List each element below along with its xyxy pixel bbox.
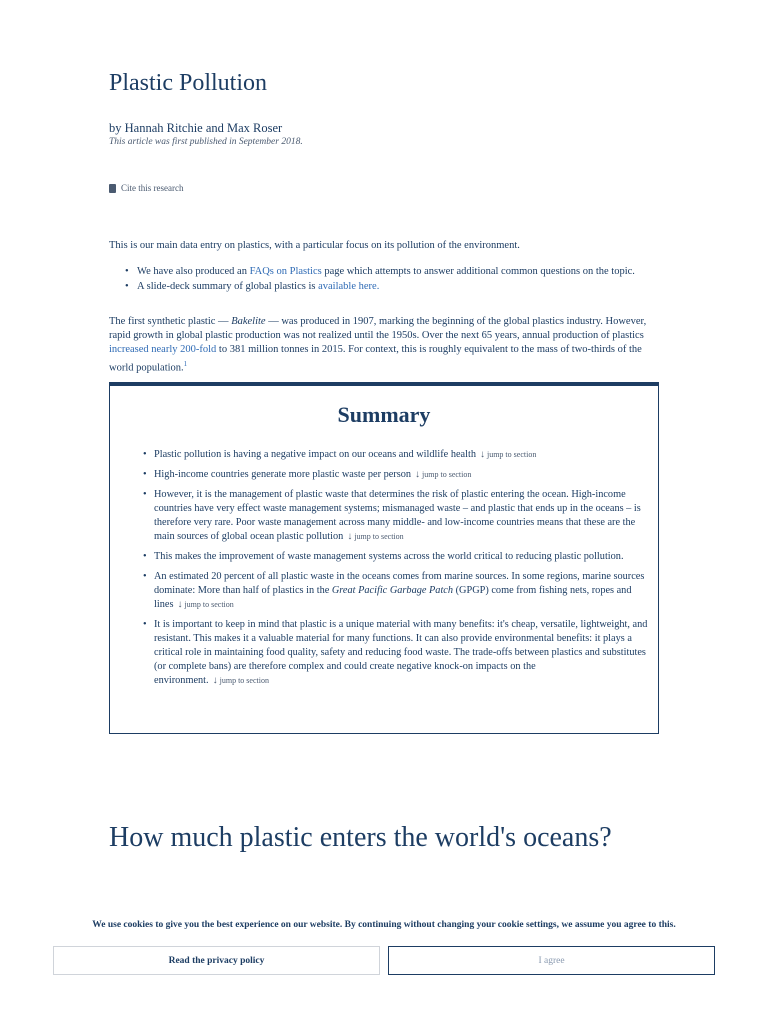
summary-item: • An estimated 20 percent of all plastic waste in the oceans comes from marine sources. In some regions, marine sources dominate: More than half of plastics in the Great Pacific Garbage Patch (GPGP) come from fishing nets, ropes and lines ↓ jump to section <box>143 570 653 612</box>
footnote-link[interactable]: 1 <box>183 360 188 368</box>
section-heading: How much plastic enters the world's oceans? <box>109 822 612 853</box>
summary-item: • However, it is the management of plastic waste that determines the risk of plastic entering the ocean. High-income countries have very effect waste management systems; mismanaged waste – and plastic that ends up in the oceans – is therefore very rare. Poor waste management across many middle- and low-income countries means that these are the main sources of global ocean plastic pollution ↓ jump to section <box>143 488 653 544</box>
article-title: Plastic Pollution <box>109 70 268 96</box>
intro-item-slides: • A slide-deck summary of global plastics is available here. <box>125 280 635 293</box>
intro-text: This is our main data entry on plastics, with a particular focus on its pollution of the environment. <box>109 240 520 251</box>
jump-to-section-link[interactable]: ↓ jump to section <box>415 469 472 480</box>
arrow-down-icon: ↓ <box>177 599 183 610</box>
cite-research-link[interactable] <box>109 183 183 193</box>
arrow-down-icon: ↓ <box>479 449 485 460</box>
intro-list <box>125 265 635 295</box>
read-privacy-policy-button[interactable]: Read the privacy policy <box>53 946 380 975</box>
book-icon <box>109 184 116 193</box>
arrow-down-icon: ↓ <box>212 675 218 686</box>
summary-box <box>109 382 659 734</box>
jump-to-section-link[interactable]: ↓ jump to section <box>347 531 404 542</box>
faq-link[interactable]: FAQs on Plastics <box>249 266 322 277</box>
summary-item: • High-income countries generate more plastic waste per person ↓ jump to section <box>143 468 653 482</box>
growth-link[interactable]: increased nearly 200-fold <box>109 344 217 355</box>
slide-deck-link[interactable]: available here. <box>318 281 380 292</box>
cookie-banner <box>0 908 768 1024</box>
jump-to-section-link[interactable]: ↓ jump to section <box>212 675 269 686</box>
cite-label: Cite this research <box>121 183 184 193</box>
agree-button[interactable]: I agree <box>388 946 715 975</box>
publish-note: This article was first published in September 2018. <box>109 137 303 147</box>
arrow-down-icon: ↓ <box>415 469 421 480</box>
summary-item: • This makes the improvement of waste management systems across the world critical to reducing plastic pollution. <box>143 550 653 564</box>
cookie-message: We use cookies to give you the best experience on our website. By continuing without changing your cookie settings, we assume you agree to this. <box>92 920 676 930</box>
summary-list <box>143 448 653 694</box>
history-paragraph: The first synthetic plastic — Bakelite — was produced in 1907, marking the beginning of the global plastics industry. However, rapid growth in global plastic production was not realized until the 1950s. Over the next 65 years, annual production of plastics increased nearly 200-fold to 381 million tonnes in 2015. For context, this is roughly equivalent to the mass of two-thirds of the world population.$^1$ <box>109 316 647 374</box>
summary-item: • Plastic pollution is having a negative impact on our oceans and wildlife health ↓ jump to section <box>143 448 653 462</box>
summary-title: Summary <box>337 402 431 427</box>
article-byline: by Hannah Ritchie and Max Roser <box>109 121 283 135</box>
jump-to-section-link[interactable]: ↓ jump to section <box>479 449 537 460</box>
arrow-down-icon: ↓ <box>347 531 353 542</box>
intro-item-faq: • We have also produced an FAQs on Plastics page which attempts to answer additional common questions on the topic. <box>125 265 635 278</box>
summary-item: • It is important to keep in mind that plastic is a unique material with many benefits: it's cheap, versatile, lightweight, and resistant. This makes it a valuable material for many functions. It can also provide environmental benefits: it plays a critical role in maintaining food quality, safety and reducing food waste. The trade-offs between plastics and substitutes (or complete bans) are therefore complex and could create negative knock-on impacts on the environment. ↓ jump to section <box>143 618 653 688</box>
jump-to-section-link[interactable]: ↓ jump to section <box>177 599 234 610</box>
